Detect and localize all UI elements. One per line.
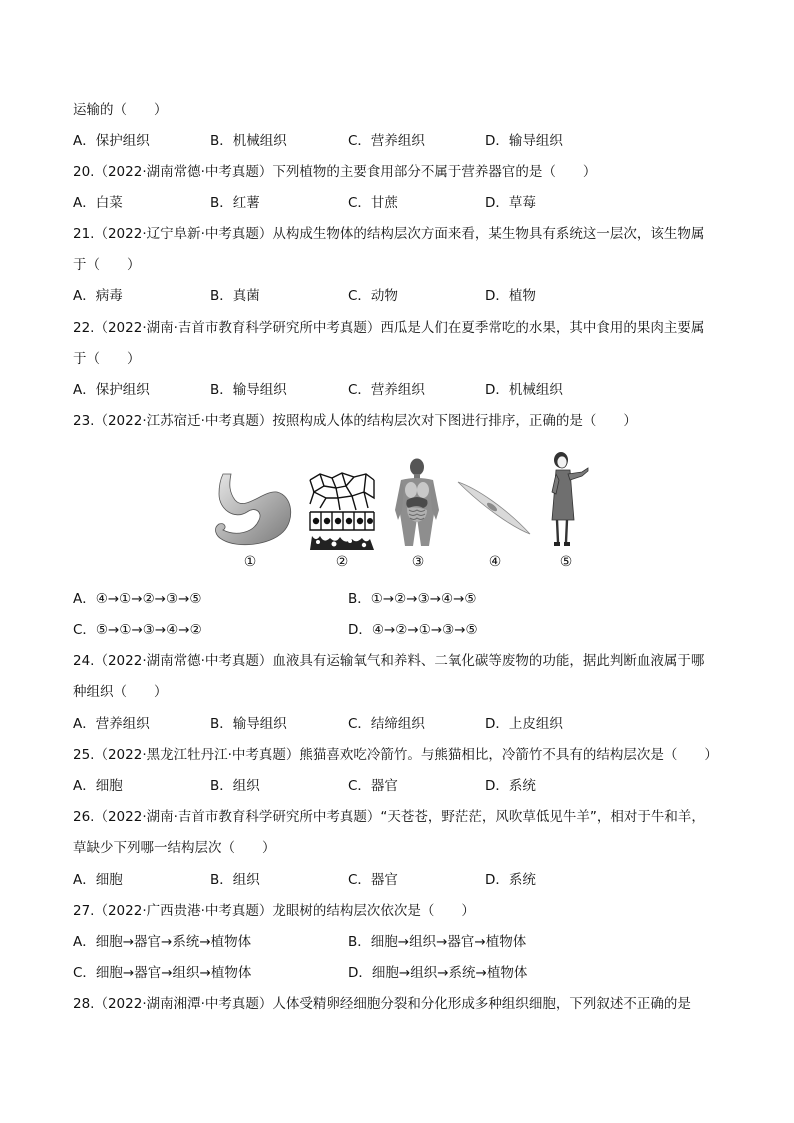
option-c[interactable]: C．动物	[348, 288, 398, 304]
option-c[interactable]: C．细胞→器官→组织→植物体	[73, 965, 252, 981]
q19-options	[73, 132, 733, 150]
figure-label-4: ④	[488, 554, 502, 570]
human-icon	[548, 450, 590, 550]
q21-stem-line2: 于（ ）	[73, 257, 141, 273]
option-c[interactable]: C．结缔组织	[348, 716, 425, 732]
option-a[interactable]: A．白菜	[73, 195, 123, 211]
q28-stem: 28.（2022·湖南湘潭·中考真题）人体受精卵经细胞分裂和分化形成多种组织细胞，下列叙述不正确的是	[73, 996, 691, 1012]
option-b[interactable]: B．红薯	[210, 195, 260, 211]
option-b[interactable]: B．组织	[210, 872, 260, 888]
q21-stem-line1: 21.（2022·辽宁阜新·中考真题）从构成生物体的结构层次方面来看，某生物具有系统这一层次，该生物属	[73, 226, 705, 242]
option-d[interactable]: D．系统	[485, 872, 536, 888]
option-d[interactable]: D．输导组织	[485, 133, 563, 149]
figure-label-1: ①	[243, 554, 257, 570]
q26-stem-line1: 26.（2022·湖南·吉首市教育科学研究所中考真题）“天苍苍，野茫茫，风吹草低见牛羊”，相对于牛和羊，	[73, 809, 705, 825]
option-a[interactable]: A．营养组织	[73, 716, 150, 732]
cell-icon	[456, 478, 532, 538]
option-a[interactable]: A．细胞	[73, 872, 123, 888]
q21-options	[73, 287, 733, 305]
option-c[interactable]: C．营养组织	[348, 133, 425, 149]
option-a[interactable]: A．保护组织	[73, 133, 150, 149]
q24-options	[73, 715, 733, 733]
q23-figure	[200, 448, 600, 573]
q27-options-row2	[73, 964, 733, 982]
q24-stem-line1: 24.（2022·湖南常德·中考真题）血液具有运输氧气和养料、二氧化碳等废物的功能，据此判断血液属于哪	[73, 653, 705, 669]
q22-stem-line2: 于（ ）	[73, 351, 141, 367]
q20-options	[73, 194, 733, 212]
figure-label-3: ③	[411, 554, 425, 570]
q25-stem: 25.（2022·黑龙江牡丹江·中考真题）熊猫喜欢吃冷箭竹。与熊猫相比，冷箭竹不具有的结构层次是（ ）	[73, 747, 718, 763]
option-d[interactable]: D．草莓	[485, 195, 536, 211]
q19-stem: 运输的（ ）	[73, 102, 168, 118]
option-a[interactable]: A．病毒	[73, 288, 123, 304]
option-c[interactable]: C．营养组织	[348, 382, 425, 398]
q27-options-row1	[73, 933, 733, 951]
option-a[interactable]: A．④→①→②→③→⑤	[73, 591, 202, 607]
q26-stem-line2: 草缺少下列哪一结构层次（ ）	[73, 840, 276, 856]
option-a[interactable]: A．保护组织	[73, 382, 150, 398]
option-a[interactable]: A．细胞→器官→系统→植物体	[73, 934, 252, 950]
tissue-icon	[308, 472, 376, 552]
q27-stem: 27.（2022·广西贵港·中考真题）龙眼树的结构层次依次是（ ）	[73, 903, 475, 919]
q23-options-row2	[73, 621, 733, 639]
q22-options	[73, 381, 733, 399]
option-b[interactable]: B．机械组织	[210, 133, 287, 149]
option-c[interactable]: C．器官	[348, 872, 398, 888]
option-b[interactable]: B．输导组织	[210, 716, 287, 732]
figure-label-2: ②	[335, 554, 349, 570]
option-b[interactable]: B．输导组织	[210, 382, 287, 398]
option-d[interactable]: D．机械组织	[485, 382, 563, 398]
option-d[interactable]: D．④→②→①→③→⑤	[348, 622, 478, 638]
q22-stem-line1: 22.（2022·湖南·吉首市教育科学研究所中考真题）西瓜是人们在夏季常吃的水果，其中食用的果肉主要属	[73, 320, 705, 336]
option-c[interactable]: C．甘蔗	[348, 195, 398, 211]
option-b[interactable]: B．组织	[210, 778, 260, 794]
option-b[interactable]: B．①→②→③→④→⑤	[348, 591, 477, 607]
stomach-icon	[205, 470, 295, 548]
option-d[interactable]: D．上皮组织	[485, 716, 563, 732]
option-b[interactable]: B．真菌	[210, 288, 260, 304]
q20-stem: 20.（2022·湖南常德·中考真题）下列植物的主要食用部分不属于营养器官的是（ ）	[73, 164, 597, 180]
option-b[interactable]: B．细胞→组织→器官→植物体	[348, 934, 527, 950]
option-d[interactable]: D．系统	[485, 778, 536, 794]
option-c[interactable]: C．器官	[348, 778, 398, 794]
body-system-icon	[393, 458, 441, 550]
figure-label-5: ⑤	[559, 554, 573, 570]
option-a[interactable]: A．细胞	[73, 778, 123, 794]
q23-options-row1	[73, 590, 733, 608]
q23-stem: 23.（2022·江苏宿迁·中考真题）按照构成人体的结构层次对下图进行排序，正确的是（ ）	[73, 413, 637, 429]
q26-options	[73, 871, 733, 889]
option-d[interactable]: D．细胞→组织→系统→植物体	[348, 965, 528, 981]
option-c[interactable]: C．⑤→①→③→④→②	[73, 622, 202, 638]
q24-stem-line2: 种组织（ ）	[73, 684, 168, 700]
q25-options	[73, 777, 733, 795]
option-d[interactable]: D．植物	[485, 288, 536, 304]
